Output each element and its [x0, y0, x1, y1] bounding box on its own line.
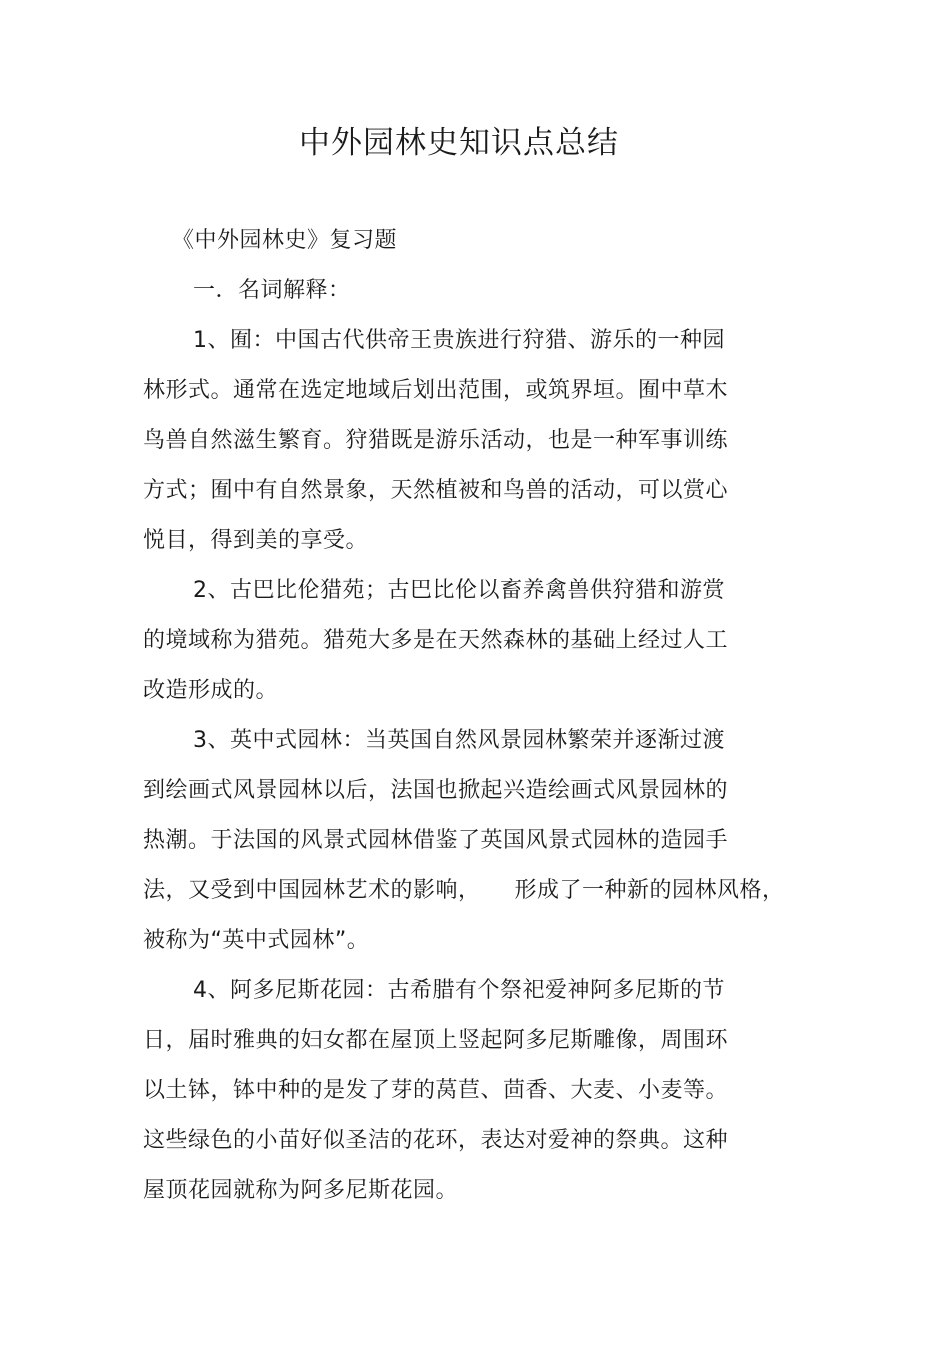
text-line: 法，又受到中国园林艺术的影响， 形成了一种新的园林风格，	[143, 878, 785, 903]
text-line: 日，届时雅典的妇女都在屋顶上竖起阿多尼斯雕像，周围环	[143, 1028, 729, 1053]
text-line: 这些绿色的小苗好似圣洁的花环，表达对爱神的祭典。这种	[143, 1128, 729, 1153]
text-line: 林形式。通常在选定地域后划出范围，或筑界垣。囿中草木	[143, 378, 729, 403]
text-line: 方式；囿中有自然景象，天然植被和鸟兽的活动，可以赏心	[143, 478, 729, 503]
text-line: 3、英中式园林：当英国自然风景园林繁荣并逐渐过渡	[193, 728, 725, 753]
text-line: 悦目，得到美的享受。	[143, 528, 369, 553]
text-line: 改造形成的。	[143, 678, 279, 703]
text-line: 热潮。于法国的风景式园林借鉴了英国风景式园林的造园手	[143, 828, 729, 853]
text-line: 鸟兽自然滋生繁育。狩猎既是游乐活动，也是一种军事训练	[143, 428, 729, 453]
document-subtitle: 《中外园林史》复习题	[172, 228, 398, 253]
text-line: 1、囿：中国古代供帝王贵族进行狩猎、游乐的一种园	[193, 328, 725, 353]
text-line: 到绘画式风景园林以后，法国也掀起兴造绘画式风景园林的	[143, 778, 729, 803]
text-line: 2、古巴比伦猎苑；古巴比伦以畜养禽兽供狩猎和游赏	[193, 578, 725, 603]
text-line: 4、阿多尼斯花园：古希腊有个祭祀爱神阿多尼斯的节	[193, 978, 725, 1003]
section-heading: 一．名词解释：	[193, 278, 351, 303]
text-line: 的境域称为猎苑。猎苑大多是在天然森林的基础上经过人工	[143, 628, 729, 653]
text-line: 被称为“英中式园林”。	[143, 928, 370, 953]
text-line: 以土钵，钵中种的是发了芽的莴苣、茴香、大麦、小麦等。	[143, 1078, 729, 1103]
document-title: 中外园林史知识点总结	[299, 125, 619, 161]
text-line: 屋顶花园就称为阿多尼斯花园。	[143, 1178, 459, 1203]
